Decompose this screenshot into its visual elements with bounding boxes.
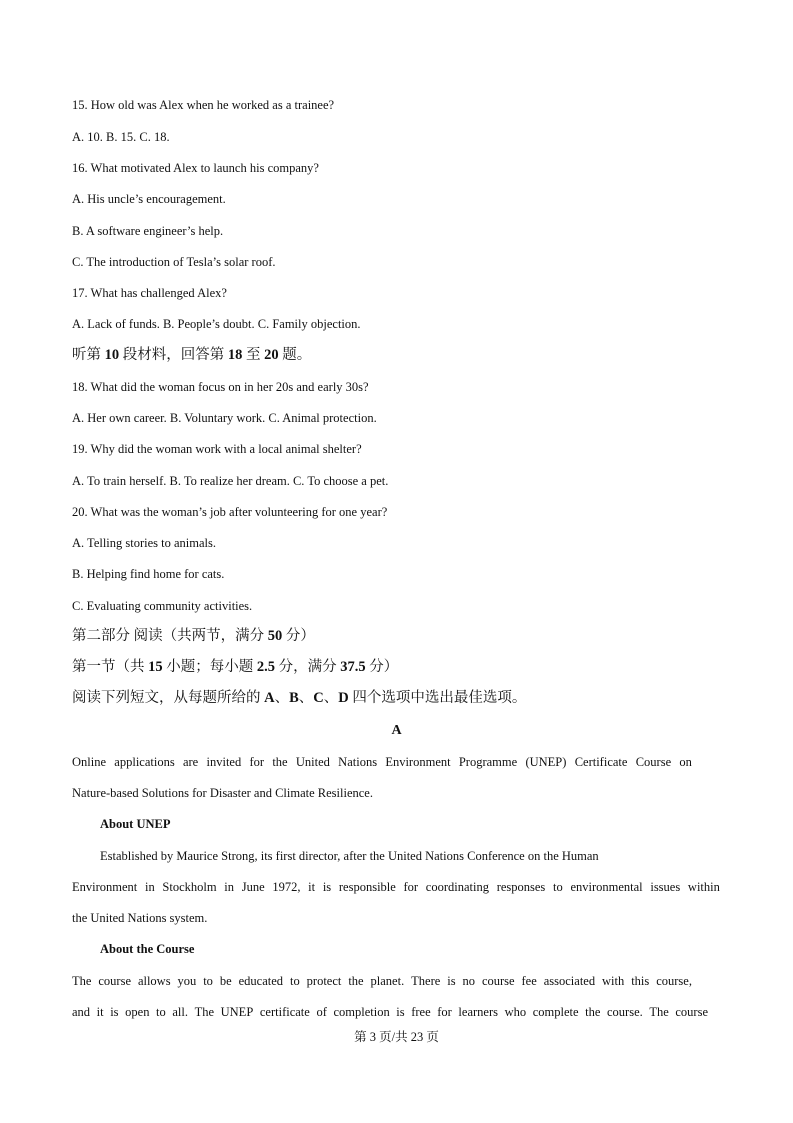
option-letter: C: [313, 690, 324, 706]
instruction-text: 、: [323, 690, 339, 706]
passage-word: it: [308, 880, 316, 894]
passage-word: 1972,: [272, 880, 301, 894]
passage-word: is: [447, 974, 456, 988]
passage-word: responsible: [338, 880, 396, 894]
passage-word: to: [203, 974, 213, 988]
passage-word: The: [649, 1005, 669, 1019]
passage-p2-line3: the United Nations system.: [72, 911, 208, 925]
instruction-text: 阅读下列短文，从每题所给的: [72, 690, 265, 706]
heading-number: 2.5: [256, 659, 275, 675]
question-19: 19. Why did the woman work with a local animal shelter?: [72, 442, 362, 456]
question-17-options: A. Lack of funds. B. People’s doubt. C. Family objection.: [72, 317, 361, 331]
passage-word: for: [249, 755, 265, 769]
passage-word: is: [110, 1005, 119, 1019]
passage-p1-line1: [72, 754, 692, 770]
heading-number: 37.5: [340, 659, 366, 675]
instruction-number: 10: [104, 347, 120, 363]
option-letter: A: [264, 690, 275, 706]
passage-label: A: [391, 723, 402, 738]
section-1-heading: [72, 659, 398, 675]
passage-word: issues: [650, 880, 681, 894]
about-unep-heading: About UNEP: [100, 817, 171, 831]
instruction-text: 听第: [72, 347, 105, 363]
passage-p1-line2: Nature-based Solutions for Disaster and Climate Resilience.: [72, 786, 373, 800]
passage-word: who: [504, 1005, 527, 1019]
question-18-options: A. Her own career. B. Voluntary work. C. Animal protection.: [72, 411, 377, 425]
passage-word: the: [272, 755, 288, 769]
passage-word: for: [403, 880, 419, 894]
passage-p2-line1: Established by Maurice Strong, its first director, after the United Nations Conference on the Human: [100, 849, 599, 863]
heading-text: 分）: [365, 659, 399, 675]
heading-text: 第二部分 阅读（共两节，满分: [72, 628, 268, 644]
passage-word: Programme: [458, 755, 518, 769]
passage-word: on: [679, 755, 692, 769]
question-20: 20. What was the woman’s job after volunteering for one year?: [72, 505, 388, 519]
passage-word: completion: [333, 1005, 390, 1019]
passage-word: June: [241, 880, 265, 894]
passage-word: and: [72, 1005, 91, 1019]
passage-word: (UNEP): [525, 755, 567, 769]
question-20-option-a: A. Telling stories to animals.: [72, 536, 217, 550]
reading-instruction: [72, 690, 526, 706]
passage-p3-line1: [72, 973, 692, 989]
passage-word: it: [96, 1005, 104, 1019]
passage-word: UNEP: [220, 1005, 254, 1019]
passage-word: is: [396, 1005, 405, 1019]
section-10-instruction: [72, 347, 311, 363]
question-15: 15. How old was Alex when he worked as a trainee?: [72, 98, 335, 112]
passage-word: course: [675, 1005, 708, 1019]
passage-word: fee: [521, 974, 537, 988]
passage-word: open: [125, 1005, 150, 1019]
passage-word: associated: [543, 974, 596, 988]
passage-word: for: [437, 1005, 452, 1019]
instruction-text: 、: [298, 690, 314, 706]
passage-word: United: [295, 755, 330, 769]
passage-word: no: [462, 974, 476, 988]
heading-number: 15: [148, 659, 163, 675]
passage-word: Environment: [72, 880, 138, 894]
passage-word: certificate: [259, 1005, 310, 1019]
page-footer: 第 3 页/共 23 页: [354, 1030, 439, 1044]
about-course-heading: About the Course: [100, 942, 195, 956]
passage-word: Nations: [338, 755, 378, 769]
passage-word: There: [411, 974, 441, 988]
passage-word: in: [224, 880, 235, 894]
passage-word: this: [631, 974, 650, 988]
passage-word: course: [98, 974, 131, 988]
question-20-option-b: B. Helping find home for cats.: [72, 567, 225, 581]
passage-word: course,: [656, 974, 692, 988]
passage-word: allows: [137, 974, 171, 988]
passage-word: invited: [206, 755, 242, 769]
passage-word: are: [182, 755, 199, 769]
passage-word: responses: [496, 880, 546, 894]
question-20-option-c: C. Evaluating community activities.: [72, 599, 253, 613]
passage-word: with: [602, 974, 625, 988]
passage-p2-line2: [72, 879, 720, 895]
passage-word: in: [144, 880, 155, 894]
instruction-number: 18: [227, 347, 243, 363]
passage-word: The: [194, 1005, 215, 1019]
passage-word: all.: [172, 1005, 188, 1019]
heading-number: 50: [267, 628, 283, 644]
part-2-heading: [72, 628, 315, 644]
instruction-number: 20: [264, 347, 279, 363]
question-19-options: A. To train herself. B. To realize her dream. C. To choose a pet.: [72, 474, 389, 488]
passage-word: the: [348, 974, 364, 988]
heading-text: 分，满分: [275, 659, 341, 675]
passage-word: be: [219, 974, 232, 988]
question-16-option-c: C. The introduction of Tesla’s solar roof.: [72, 255, 276, 269]
passage-word: complete: [532, 1005, 579, 1019]
instruction-text: 题。: [278, 347, 312, 363]
passage-word: free: [411, 1005, 431, 1019]
passage-word: planet.: [370, 974, 405, 988]
instruction-text: 、: [274, 690, 290, 706]
passage-word: the: [585, 1005, 601, 1019]
question-16: 16. What motivated Alex to launch his company?: [72, 161, 319, 175]
instruction-text: 至: [242, 347, 265, 363]
passage-word: Online: [72, 755, 107, 769]
passage-word: learners: [458, 1005, 498, 1019]
passage-word: applications: [114, 755, 175, 769]
passage-word: coordinating: [425, 880, 489, 894]
passage-word: Stockholm: [162, 880, 217, 894]
passage-word: protect: [306, 974, 342, 988]
passage-word: of: [316, 1005, 327, 1019]
heading-text: 第一节（共: [72, 659, 149, 675]
passage-word: Environment: [385, 755, 451, 769]
passage-word: to: [156, 1005, 166, 1019]
passage-word: course: [481, 974, 515, 988]
passage-word: environmental: [570, 880, 643, 894]
passage-word: The: [72, 974, 92, 988]
passage-word: you: [177, 974, 197, 988]
question-16-option-b: B. A software engineer’s help.: [72, 224, 224, 238]
option-letter: D: [338, 690, 349, 706]
passage-word: within: [687, 880, 720, 894]
instruction-text: 段材料，回答第: [119, 347, 228, 363]
passage-word: educated: [238, 974, 284, 988]
passage-word: Certificate: [574, 755, 628, 769]
passage-word: to: [289, 974, 300, 988]
question-16-option-a: A. His uncle’s encouragement.: [72, 192, 226, 206]
heading-text: 小题；每小题: [162, 659, 257, 675]
question-17: 17. What has challenged Alex?: [72, 286, 227, 300]
passage-p3-line2: [72, 1004, 708, 1020]
instruction-text: 四个选项中选出最佳选项。: [348, 690, 527, 706]
passage-word: is: [322, 880, 332, 894]
passage-word: to: [553, 880, 563, 894]
question-15-options: A. 10. B. 15. C. 18.: [72, 130, 170, 144]
question-18: 18. What did the woman focus on in her 20s and early 30s?: [72, 380, 369, 394]
option-letter: B: [289, 690, 299, 706]
passage-word: Course: [635, 755, 672, 769]
passage-word: course.: [607, 1005, 643, 1019]
heading-text: 分）: [282, 628, 315, 644]
